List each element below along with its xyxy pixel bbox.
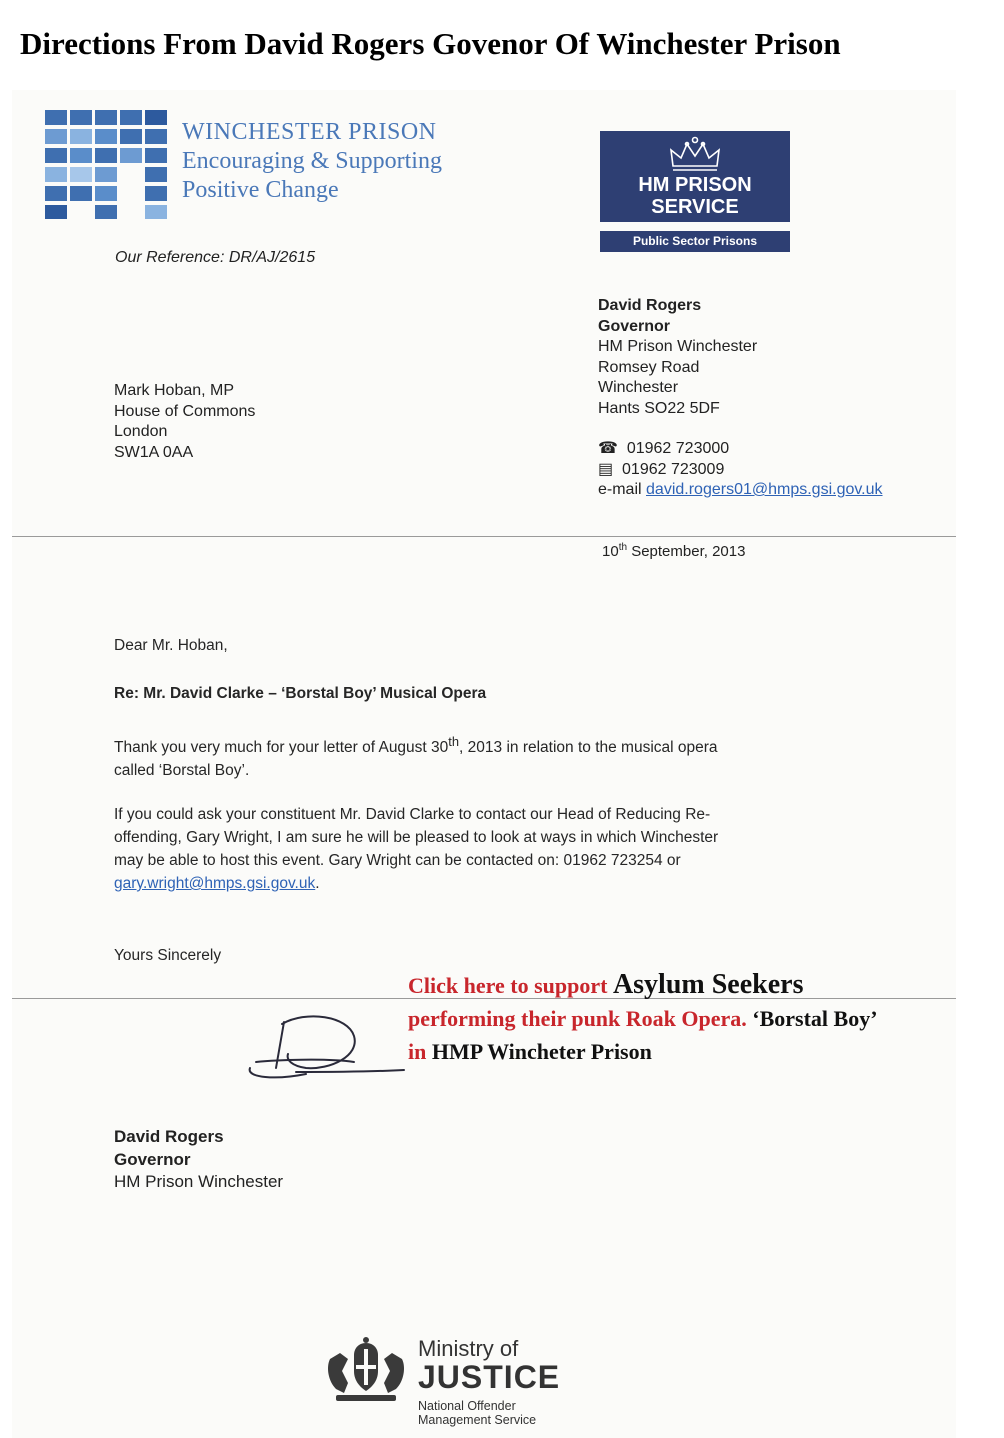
salutation: Dear Mr. Hoban, (114, 637, 228, 654)
royal-coat-of-arms-icon (322, 1337, 410, 1407)
hm-prison-service-logo (600, 131, 790, 222)
moj-line: Ministry of (418, 1336, 519, 1361)
logo-line: WINCHESTER PRISON (182, 119, 437, 145)
address-line: Hants SO22 5DF (598, 399, 720, 417)
subject-line: Re: Mr. David Clarke – ‘Borstal Boy’ Musical Opera (114, 685, 487, 702)
moj-line: National Offender Management Service (418, 1399, 537, 1427)
sender-address-block (598, 296, 883, 501)
paragraph-1: Thank you very much for your letter of August 30th, 2013 in relation to the musical opera called ‘Borstal Boy’. (114, 734, 718, 780)
address-line: Romsey Road (598, 358, 700, 376)
signoff-org: HM Prison Winchester (114, 1172, 284, 1191)
letter-scan (12, 90, 956, 1438)
address-line: Winchester (598, 379, 679, 396)
hmps-line: HM PRISON (638, 174, 752, 196)
telephone-icon: ☎ (598, 440, 618, 457)
promo-link[interactable]: Click here to support Asylum Seekers performing their punk Roak Opera. ‘Borstal Boy’ in HMP Wincheter Prison (408, 969, 878, 1064)
fold-line (12, 536, 956, 537)
signoff-name: David Rogers (114, 1127, 224, 1146)
hmps-line: SERVICE (651, 196, 739, 218)
date-day: 10 (602, 543, 619, 560)
phone-line (598, 439, 883, 460)
reference-number: Our Reference: DR/AJ/2615 (115, 249, 316, 266)
email-line (598, 480, 883, 501)
signoff-block (114, 1126, 283, 1194)
date-rest: September, 2013 (631, 543, 746, 560)
recipient-line: Mark Hoban, MP (114, 382, 235, 399)
signoff-title: Governor (114, 1149, 191, 1169)
moj-line: JUSTICE (418, 1359, 561, 1395)
gary-wright-email-link[interactable]: gary.wright@hmps.gsi.gov.uk (114, 875, 316, 892)
ministry-of-justice-logo (322, 1336, 561, 1427)
sender-email-link[interactable]: david.rogers01@hmps.gsi.gov.uk (646, 481, 883, 498)
fax-icon: ▤ (598, 460, 614, 478)
closing: Yours Sincerely (114, 947, 222, 964)
winchester-prison-logo-text (182, 118, 442, 205)
winchester-prison-logo-mark (45, 110, 169, 220)
letter-date (602, 542, 745, 560)
date-suffix: th (618, 542, 628, 553)
recipient-line: House of Commons (114, 402, 256, 420)
handwritten-signature (236, 1010, 406, 1090)
phone-number: 01962 723000 (626, 440, 730, 457)
fax-line (598, 460, 883, 481)
recipient-line: SW1A 0AA (114, 443, 194, 461)
email-label: e-mail (598, 481, 642, 498)
recipient-address-block (114, 381, 255, 463)
page-title: Directions From David Rogers Govenor Of Winchester Prison (20, 26, 841, 61)
fax-number: 01962 723009 (622, 460, 725, 478)
sender-name: David Rogers (598, 297, 702, 314)
logo-line: Positive Change (182, 177, 339, 203)
logo-line: Encouraging & Supporting (182, 148, 442, 174)
recipient-line: London (114, 423, 168, 440)
public-sector-prisons-strip: Public Sector Prisons (600, 231, 790, 252)
sender-title: Governor (598, 317, 671, 335)
crown-icon (665, 136, 725, 174)
address-line: HM Prison Winchester (598, 338, 758, 355)
paragraph-2: If you could ask your constituent Mr. David Clarke to contact our Head of Reducing Re- offending, Gary Wright, I am sure he will be pleased to look at ways in which Winchester may be able to host this event. Gary Wright can be contacted on: 01962 723254 or gary.wright@hmps.gsi.gov.uk. (114, 806, 719, 892)
